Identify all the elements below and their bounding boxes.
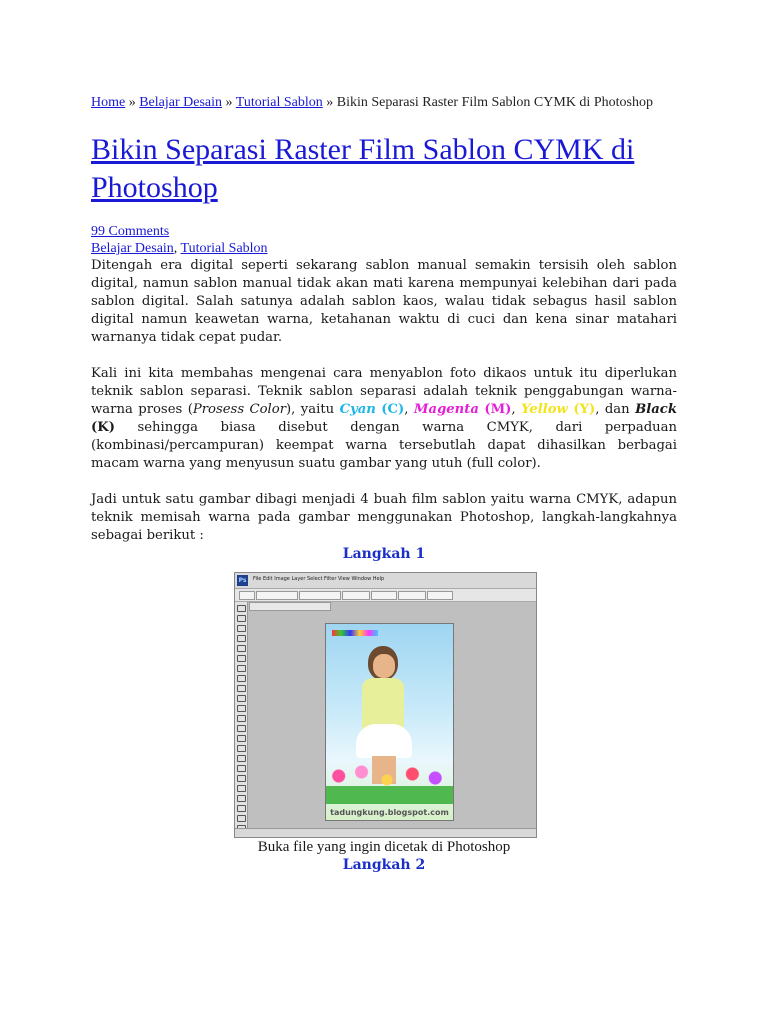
photoshop-toolbox: [235, 602, 248, 829]
step-1-heading: Langkah 1: [342, 546, 426, 562]
magenta-term: Magenta: [413, 402, 479, 417]
paragraph-text: Kali ini kita membahas mengenai cara menyablon foto dikaos untuk itu diperlukan teknik sablon separasi. Teknik sablon separasi adalah teknik penggabungan warna-warna proses (: [91, 366, 677, 417]
breadcrumb: [91, 94, 677, 111]
breadcrumb-separator: »: [225, 95, 233, 110]
paragraph-text: ), yaitu: [286, 402, 340, 417]
step-1-caption: Buka file yang ingin dicetak di Photoshop: [257, 839, 511, 855]
child-face: [373, 654, 395, 678]
magenta-code: (M): [484, 402, 512, 417]
photoshop-menu-items: File Edit Image Layer Select Filter View Window Help: [253, 576, 385, 582]
breadcrumb-separator: »: [326, 95, 334, 110]
yellow-code: (Y): [573, 402, 596, 417]
black-term: Black: [635, 402, 677, 417]
colorful-title-decoration: [332, 630, 378, 636]
photoshop-document-tab: [249, 602, 331, 611]
tulip-flowers: [326, 764, 453, 804]
photoshop-options-bar: [235, 589, 536, 602]
paragraph-cmyk: Kali ini kita membahas mengenai cara menyablon foto dikaos untuk itu diperlukan teknik sablon separasi. Teknik sablon separasi adalah teknik penggabungan warna-warna proses (Prosess Color), yaitu Cyan (C), Magenta (M), Yellow (Y), dan Black (K) sehingga biasa disebut dengan warna CMYK, dari perpaduan (kombinasi/percampuran) keempat warna tersebutlah dapat dihasilkan berbagai macam warna yang menyusun suatu gambar yang utuh (full color).: [91, 366, 677, 471]
photoshop-status-bar: [235, 828, 536, 837]
breadcrumb-tutorial-sablon-link[interactable]: Tutorial Sablon: [235, 95, 323, 110]
photoshop-screenshot: [234, 572, 537, 838]
post-meta: [91, 223, 677, 257]
child-skirt: [356, 724, 412, 758]
breadcrumb-home-link[interactable]: Home: [91, 95, 126, 110]
prosess-color-term: Prosess Color: [192, 402, 287, 417]
breadcrumb-belajar-desain-link[interactable]: Belajar Desain: [139, 95, 223, 110]
label-tutorial-sablon-link[interactable]: Tutorial Sablon: [180, 241, 268, 256]
paragraph-intro: Ditengah era digital seperti sekarang sablon manual semakin tersisih oleh sablon digital, namun sablon manual tidak akan mati karena mempunyai kelebihan dari pada sablon digital. Salah satunya adalah sablon kaos, walau tidak sebagus hasil sablon digital namun keawetan warna, ketahanan waktu di cuci dan kena sinar matahari warnanya tidak cepat pudar.: [91, 258, 677, 345]
yellow-term: Yellow: [521, 402, 568, 417]
paragraph-steps-intro: Jadi untuk satu gambar dibagi menjadi 4 buah film sablon yaitu warna CMYK, adapun teknik memisah warna pada gambar menggunakan Photoshop, langkah-langkahnya sebagai berikut :: [91, 492, 677, 543]
article: [91, 94, 677, 563]
label-belajar-desain-link[interactable]: Belajar Desain: [91, 241, 174, 256]
comments-link[interactable]: 99 Comments: [91, 224, 170, 239]
label-separator: ,: [173, 241, 178, 256]
photoshop-canvas-photo: [325, 623, 454, 821]
breadcrumb-current: Bikin Separasi Raster Film Sablon CYMK di Photoshop: [336, 95, 653, 110]
paragraph-text: , dan: [595, 402, 636, 417]
black-code: (K): [91, 420, 115, 435]
breadcrumb-separator: »: [128, 95, 136, 110]
step-captions: [91, 838, 677, 874]
photoshop-menubar: [235, 573, 536, 589]
post-title-link[interactable]: Bikin Separasi Raster Film Sablon CYMK di Photoshop: [91, 133, 635, 204]
cyan-term: Cyan: [339, 402, 376, 417]
step-2-heading: Langkah 2: [342, 857, 426, 873]
photoshop-logo-icon: Ps: [238, 577, 247, 584]
watermark-text: tadungkung.blogspot.com: [330, 808, 449, 817]
paragraph-text: sehingga biasa disebut dengan warna CMYK, dari perpaduan (kombinasi/percampuran) keempat warna tersebutlah dapat dihasilkan berbagai macam warna yang menyusun suatu gambar yang utuh (full color).: [91, 420, 677, 471]
cyan-code: (C): [381, 402, 405, 417]
